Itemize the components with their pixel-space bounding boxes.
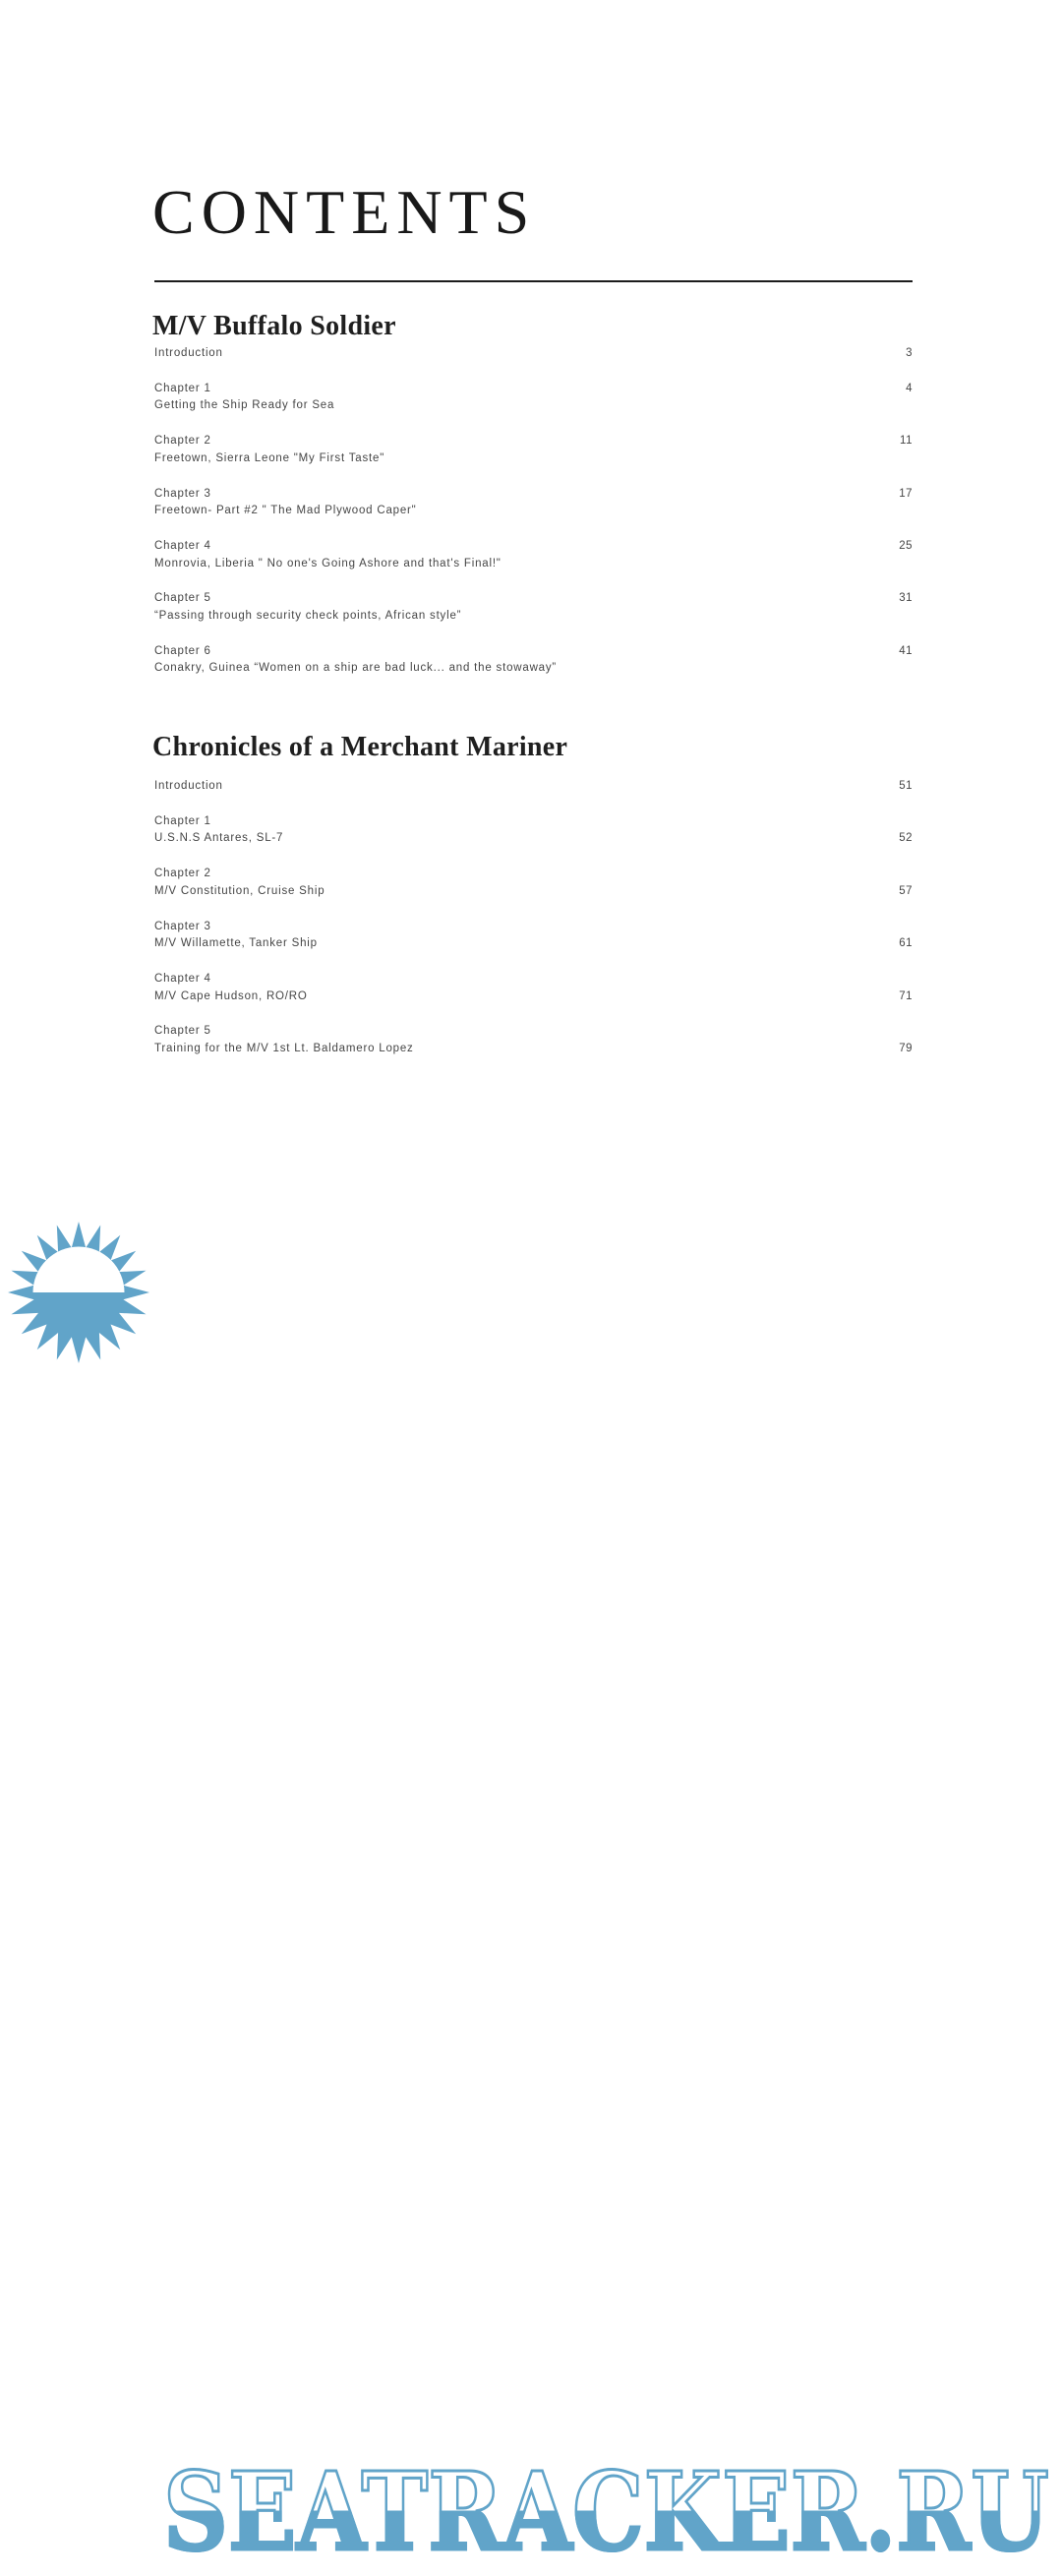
toc-entry	[154, 919, 913, 953]
entry-label: Chapter 5	[154, 1025, 211, 1038]
toc-entry	[154, 538, 913, 572]
entry-subtitle: M/V Willamette, Tanker Ship	[154, 937, 318, 950]
page-title: CONTENTS	[152, 177, 537, 247]
toc-entry	[154, 345, 913, 363]
entry-text	[154, 643, 899, 678]
entry-text	[154, 866, 899, 900]
entry-subtitle: Freetown- Part #2 " The Mad Plywood Caper"	[154, 505, 417, 517]
section-chronicles-merchant-mariner	[152, 732, 913, 1055]
toc-entry	[154, 381, 913, 415]
page-number: 4	[906, 382, 913, 394]
entry-text	[154, 778, 899, 796]
toc-entry	[154, 1023, 913, 1057]
page-number: 3	[906, 347, 913, 359]
entry-label: Chapter 4	[154, 972, 211, 985]
entry-subtitle: “Passing through security check points, African style”	[154, 610, 462, 623]
entry-label: Chapter 2	[154, 435, 211, 448]
page-number: 25	[899, 539, 913, 552]
toc-entry	[154, 813, 913, 848]
title-divider	[154, 280, 913, 282]
section-heading: M/V Buffalo Soldier	[152, 311, 396, 341]
toc-entry	[154, 866, 913, 900]
entry-text	[154, 971, 899, 1005]
toc-entry-list	[154, 778, 913, 1076]
entry-label: Chapter 2	[154, 868, 211, 880]
entry-text	[154, 486, 899, 520]
page-number: 57	[899, 884, 913, 897]
page-number: 71	[899, 989, 913, 1002]
toc-entry	[154, 971, 913, 1005]
entry-text	[154, 345, 906, 363]
page-number: 11	[900, 435, 913, 448]
entry-text	[154, 1023, 899, 1057]
page-number: 51	[899, 780, 913, 792]
toc-entry-list	[154, 345, 913, 695]
page-number: 31	[899, 592, 913, 605]
toc-entry	[154, 778, 913, 796]
section-heading: Chronicles of a Merchant Mariner	[152, 732, 568, 762]
entry-text	[154, 538, 899, 572]
entry-subtitle: M/V Constitution, Cruise Ship	[154, 884, 325, 897]
entry-subtitle: Training for the M/V 1st Lt. Baldamero Lopez	[154, 1043, 414, 1055]
entry-label: Chapter 1	[154, 814, 211, 827]
page-number: 79	[899, 1043, 913, 1055]
watermark-text: SEATRACKER.RU	[163, 2448, 1049, 2575]
toc-entry	[154, 590, 913, 625]
section-mv-buffalo-soldier	[152, 311, 913, 675]
entry-subtitle: M/V Cape Hudson, RO/RO	[154, 989, 308, 1002]
watermark	[0, 1218, 1062, 2575]
toc-entry	[154, 433, 913, 467]
entry-label: Chapter 4	[154, 539, 211, 552]
sun-icon	[6, 1220, 151, 1365]
entry-text	[154, 813, 899, 848]
page-number: 52	[899, 832, 913, 845]
entry-subtitle: Getting the Ship Ready for Sea	[154, 399, 335, 412]
entry-text	[154, 590, 899, 625]
entry-subtitle: Monrovia, Liberia " No one's Going Ashore and that's Final!"	[154, 557, 502, 569]
entry-text	[154, 433, 900, 467]
entry-label: Chapter 3	[154, 920, 211, 932]
entry-label: Introduction	[154, 347, 223, 359]
entry-subtitle: U.S.N.S Antares, SL-7	[154, 832, 284, 845]
page-number: 41	[899, 644, 913, 657]
page-number: 17	[899, 487, 913, 500]
entry-text	[154, 919, 899, 953]
entry-label: Chapter 6	[154, 644, 211, 657]
page-number: 61	[899, 937, 913, 950]
entry-subtitle: Freetown, Sierra Leone "My First Taste"	[154, 451, 385, 464]
toc-entry	[154, 643, 913, 678]
entry-label: Chapter 3	[154, 487, 211, 500]
entry-label: Chapter 1	[154, 382, 211, 394]
toc-entry	[154, 486, 913, 520]
entry-text	[154, 381, 906, 415]
entry-label: Introduction	[154, 780, 223, 792]
entry-label: Chapter 5	[154, 592, 211, 605]
entry-subtitle: Conakry, Guinea “Women on a ship are bad luck... and the stowaway”	[154, 662, 558, 675]
